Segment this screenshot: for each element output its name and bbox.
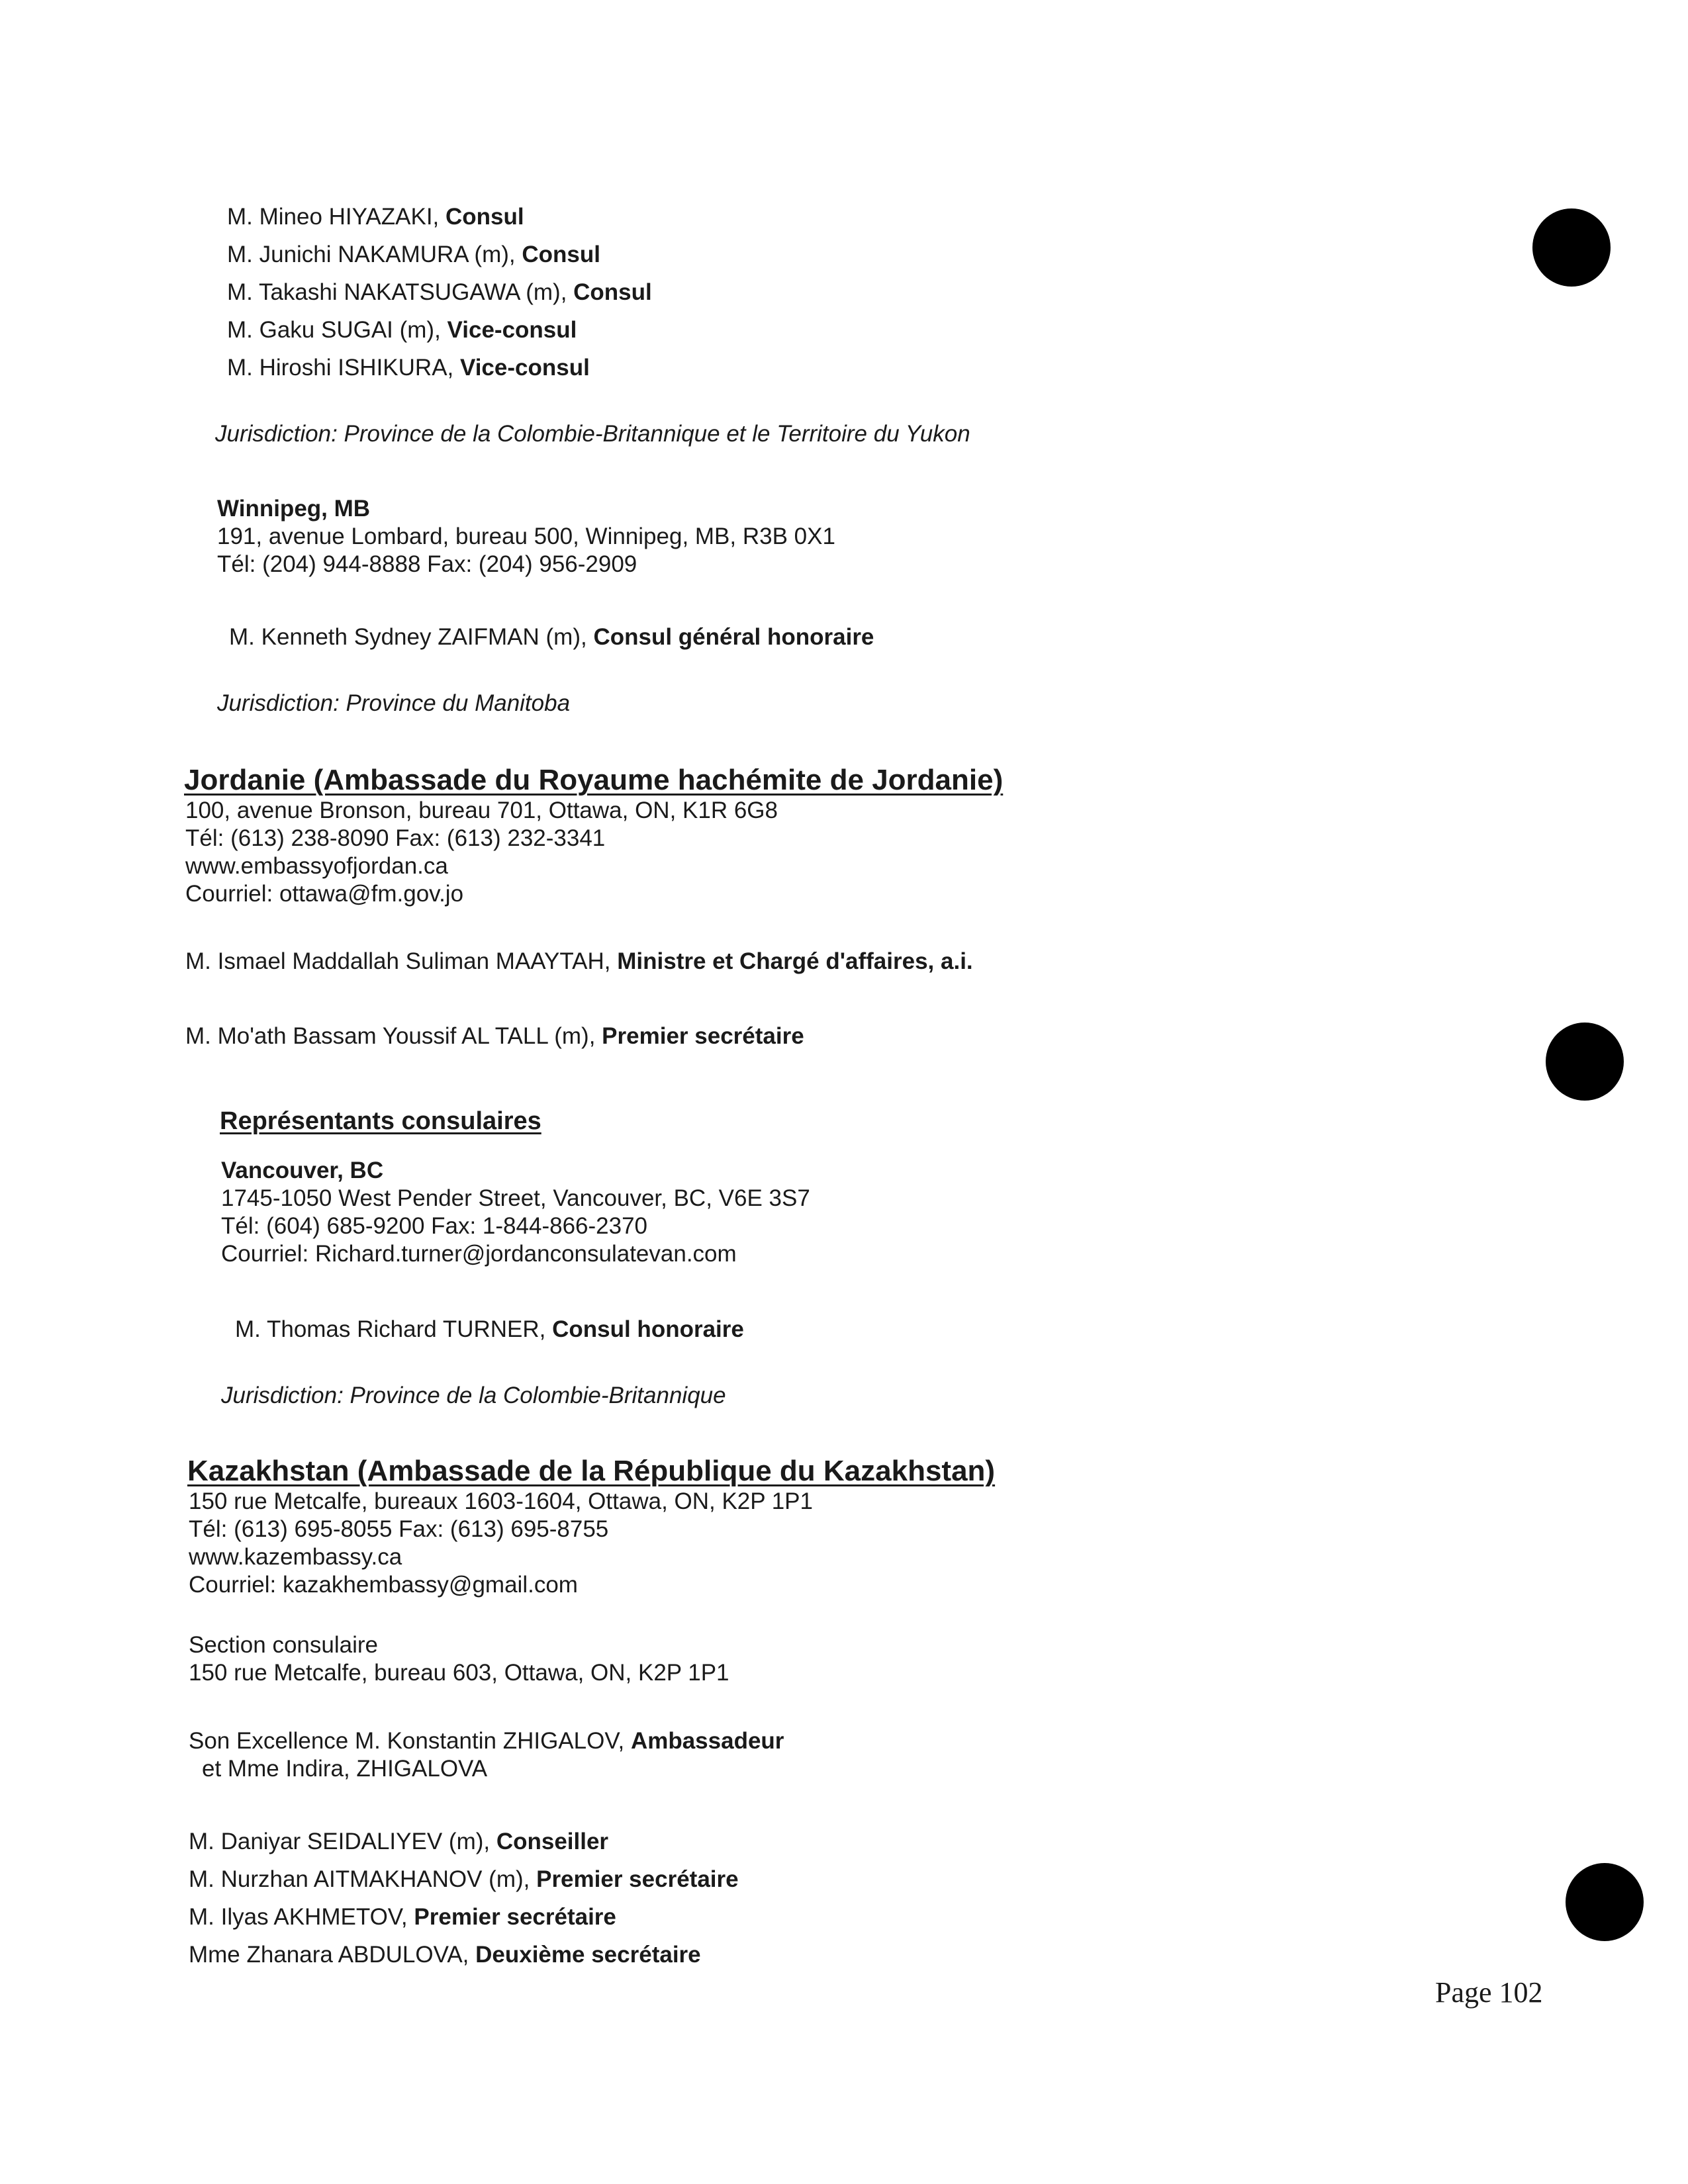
winnipeg-city: Winnipeg, MB	[217, 496, 371, 522]
japan-consul-5: M. Hiroshi ISHIKURA, Vice-consul	[227, 355, 590, 381]
japan-consul-1: M. Mineo HIYAZAKI, Consul	[227, 204, 524, 230]
winnipeg-consul: M. Kenneth Sydney ZAIFMAN (m), Consul général honoraire	[229, 624, 874, 650]
kazakhstan-phone: Tél: (613) 695-8055 Fax: (613) 695-8755	[189, 1516, 609, 1542]
jordan-vancouver-email: Courriel: Richard.turner@jordanconsulatevan.com	[221, 1241, 737, 1267]
binder-hole-middle	[1546, 1023, 1624, 1101]
jordan-vancouver-consul: M. Thomas Richard TURNER, Consul honoraire	[235, 1316, 744, 1342]
kazakhstan-staff-3: M. Ilyas AKHMETOV, Premier secrétaire	[189, 1904, 616, 1930]
jordan-phone: Tél: (613) 238-8090 Fax: (613) 232-3341	[185, 825, 606, 851]
kazakhstan-heading: Kazakhstan (Ambassade de la République du Kazakhstan)	[187, 1455, 996, 1487]
jordan-vancouver-jurisdiction: Jurisdiction: Province de la Colombie-Britannique	[221, 1383, 726, 1408]
jordan-vancouver-phone: Tél: (604) 685-9200 Fax: 1-844-866-2370	[221, 1213, 648, 1239]
jordan-staff-2: M. Mo'ath Bassam Youssif AL TALL (m), Premier secrétaire	[185, 1023, 804, 1049]
winnipeg-phone: Tél: (204) 944-8888 Fax: (204) 956-2909	[217, 551, 637, 577]
kazakhstan-spouse: et Mme Indira, ZHIGALOVA	[202, 1756, 488, 1782]
jordan-heading: Jordanie (Ambassade du Royaume hachémite de Jordanie)	[184, 764, 1004, 796]
kazakhstan-consular-section: Section consulaire	[189, 1632, 378, 1658]
japan-consul-2: M. Junichi NAKAMURA (m), Consul	[227, 242, 600, 267]
japan-consul-4: M. Gaku SUGAI (m), Vice-consul	[227, 317, 577, 343]
jordan-vancouver-address: 1745-1050 West Pender Street, Vancouver, BC, V6E 3S7	[221, 1185, 810, 1211]
binder-hole-bottom	[1566, 1863, 1644, 1941]
jordan-staff-1: M. Ismael Maddallah Suliman MAAYTAH, Ministre et Chargé d'affaires, a.i.	[185, 948, 973, 974]
japan-vancouver-jurisdiction: Jurisdiction: Province de la Colombie-Britannique et le Territoire du Yukon	[215, 421, 970, 447]
kazakhstan-staff-2: M. Nurzhan AITMAKHANOV (m), Premier secrétaire	[189, 1866, 739, 1892]
kazakhstan-email: Courriel: kazakhembassy@gmail.com	[189, 1572, 578, 1598]
jordan-vancouver-city: Vancouver, BC	[221, 1158, 384, 1183]
kazakhstan-address: 150 rue Metcalfe, bureaux 1603-1604, Ottawa, ON, K2P 1P1	[189, 1488, 813, 1514]
jordan-website: www.embassyofjordan.ca	[185, 853, 448, 879]
kazakhstan-staff-4: Mme Zhanara ABDULOVA, Deuxième secrétaire	[189, 1942, 701, 1968]
winnipeg-address: 191, avenue Lombard, bureau 500, Winnipeg, MB, R3B 0X1	[217, 523, 835, 549]
binder-hole-top	[1532, 208, 1611, 287]
kazakhstan-ambassador: Son Excellence M. Konstantin ZHIGALOV, Ambassadeur	[189, 1728, 784, 1754]
kazakhstan-website: www.kazembassy.ca	[189, 1544, 402, 1570]
jordan-consular-heading: Représentants consulaires	[220, 1107, 541, 1135]
kazakhstan-consular-address: 150 rue Metcalfe, bureau 603, Ottawa, ON, K2P 1P1	[189, 1660, 729, 1686]
page-number: Page 102	[1435, 1976, 1543, 2009]
kazakhstan-staff-1: M. Daniyar SEIDALIYEV (m), Conseiller	[189, 1829, 609, 1854]
japan-consul-3: M. Takashi NAKATSUGAWA (m), Consul	[227, 279, 652, 305]
jordan-email: Courriel: ottawa@fm.gov.jo	[185, 881, 464, 907]
jordan-address: 100, avenue Bronson, bureau 701, Ottawa, ON, K1R 6G8	[185, 797, 778, 823]
winnipeg-jurisdiction: Jurisdiction: Province du Manitoba	[217, 690, 571, 716]
